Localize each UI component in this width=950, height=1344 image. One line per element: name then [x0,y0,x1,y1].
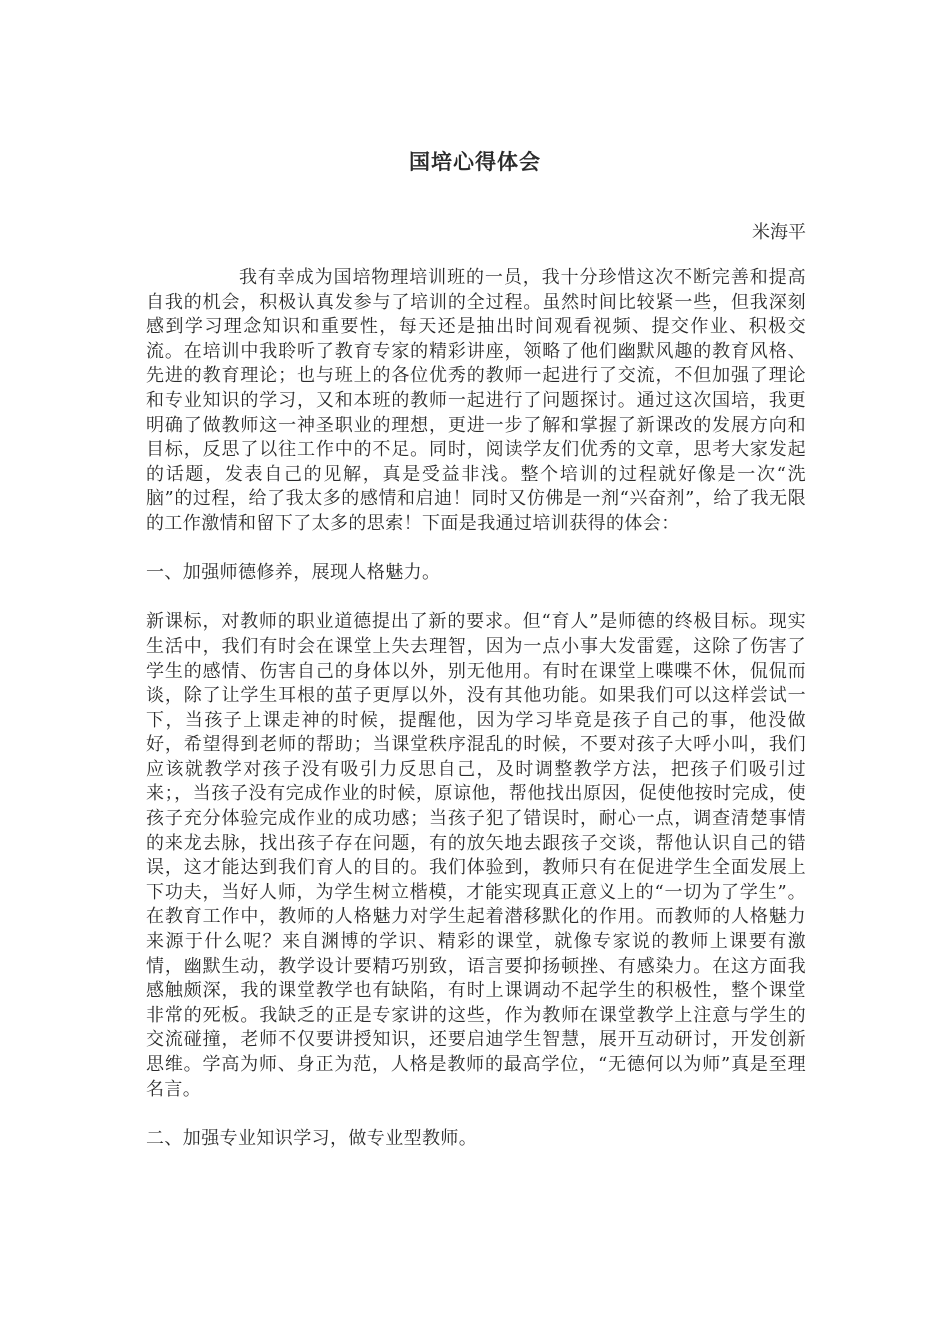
section-heading-2: 二、加强专业知识学习，做专业型教师。 [146,1127,478,1149]
paragraph-spacer [146,537,806,562]
author-name: 米海平 [752,222,806,243]
document-body [146,266,806,1151]
paragraph-spacer [146,586,806,611]
section-heading-1: 一、加强师德修养，展现人格魅力。 [146,562,441,584]
section-1-paragraph: 新课标，对教师的职业道德提出了新的要求。但“育人”是师德的终极目标。现实生活中，我们有时会在课堂上失去理智，因为一点小事大发雷霆，这除了伤害了学生的感情、伤害自己的身体以外，别无他用。有时在课堂上喋喋不休，侃侃而谈，除了让学生耳根的茧子更厚以外，没有其他功能。如果我们可以这样尝试一下，当孩子上课走神的时候，提醒他，因为学习毕竟是孩子自己的事，他没做好，希望得到老师的帮助；当课堂秩序混乱的时候，不要对孩子大呼小叫，我们应该就教学对孩子没有吸引力反思自己，及时调整教学方法，把孩子们吸引过来；，当孩子没有完成作业的时候，原谅他，帮他找出原因，促使他按时完成，使孩子充分体验完成作业的成功感；当孩子犯了错误时，耐心一点，调查清楚事情的来龙去脉，找出孩子存在问题，有的放矢地去跟孩子交谈，帮他认识自己的错误，这才能达到我们育人的目的。我们体验到，教师只有在促进学生全面发展上下功夫，当好人师，为学生树立楷模，才能实现真正意义上的“一切为了学生”。在教育工作中，教师的人格魅力对学生起着潜移默化的作用。而教师的人格魅力来源于什么呢？来自渊博的学识、精彩的课堂，就像专家说的教师上课要有激情，幽默生动，教学设计要精巧别致，语言要抑扬顿挫、有感染力。在这方面我感触颇深，我的课堂教学也有缺陷，有时上课调动不起学生的积极性，整个课堂非常的死板。我缺乏的正是专家讲的这些，作为教师在课堂教学上注意与学生的交流碰撞，老师不仅要讲授知识，还要启迪学生智慧，展开互动研讨，开发创新思维。学高为师、身正为范，人格是教师的最高学位，“无德何以为师”真是至理名言。 [146,611,806,1100]
document-title: 国培心得体会 [409,149,541,174]
paragraph-spacer [146,1102,806,1127]
intro-paragraph: 我有幸成为国培物理培训班的一员，我十分珍惜这次不断完善和提高自我的机会，积极认真发参与了培训的全过程。虽然时间比较紧一些，但我深刻感到学习理念知识和重要性，每天还是抽出时间观看视频、提交作业、积极交流。在培训中我聆听了教育专家的精彩讲座，领略了他们幽默风趣的教育风格、先进的教育理论；也与班上的各位优秀的教师一起进行了交流，不但加强了理论和专业知识的学习，又和本班的教师一起进行了问题探讨。通过这次国培，我更明确了做教师这一神圣职业的理想，更进一步了解和掌握了新课改的发展方向和目标，反思了以往工作中的不足。同时，阅读学友们优秀的文章，思考大家发起的话题，发表自己的见解，真是受益非浅。整个培训的过程就好像是一次“洗脑”的过程，给了我太多的感情和启迪！同时又仿佛是一剂“兴奋剂”，给了我无限的工作激情和留下了太多的思索！下面是我通过培训获得的体会： [146,267,806,534]
